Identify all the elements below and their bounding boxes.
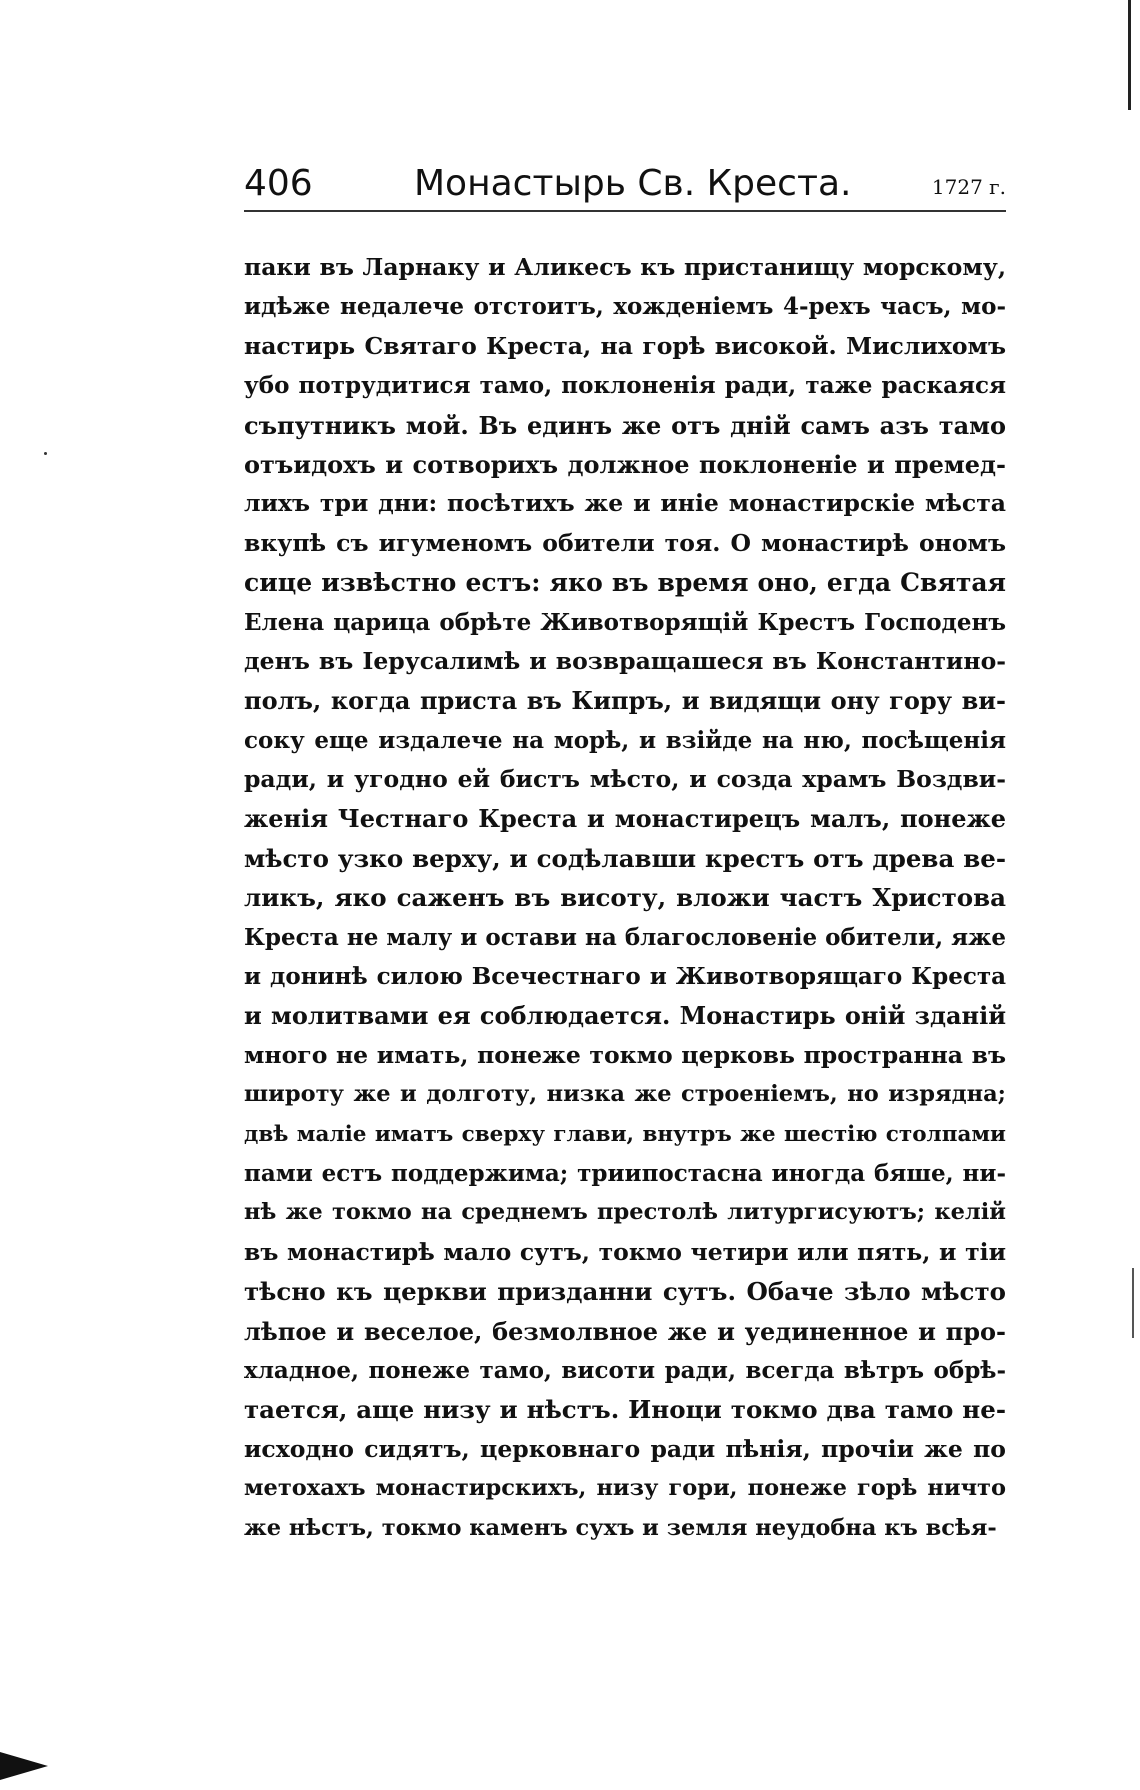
scan-edge-line (1132, 1268, 1134, 1338)
text-line: идѣже недалече отстоитъ, хожденіемъ 4-рехъ часъ, мо- (244, 293, 1006, 321)
text-line: женія Честнаго Креста и монастирецъ малъ, понеже (244, 804, 1006, 834)
text-line: и донинѣ силою Всечестнаго и Животворящаго Креста (244, 963, 1006, 991)
text-line: же нѣстъ, токмо каменъ сухъ и земля неудобна къ всѣя- (244, 1514, 997, 1541)
page-number: 406 (244, 163, 313, 204)
body-text (244, 248, 1006, 1548)
header-rule (244, 210, 1006, 212)
text-line: Креста не малу и остави на благословеніе обители, яже (244, 923, 1006, 951)
text-line: лихъ три дни: посѣтихъ же и иніе монастирскіе мѣста (244, 489, 1006, 518)
text-line: хладное, понеже тамо, висоти ради, всегда вѣтръ обрѣ- (244, 1356, 1006, 1384)
text-line: широту же и долготу, низка же строеніемъ, но изрядна; (244, 1081, 1006, 1108)
text-line: тѣсно къ церкви призданни сутъ. Обаче зѣло мѣсто (244, 1277, 1006, 1307)
text-line: полъ, когда приста въ Кипръ, и видящи ону гору ви- (244, 686, 1006, 716)
text-line: денъ въ Іерусалимѣ и возвращашеся въ Константино- (244, 646, 1006, 675)
page-year: 1727 г. (931, 175, 1006, 199)
text-line: Елена царица обрѣте Животворящій Крестъ Господенъ (244, 608, 1006, 636)
text-line: въ монастирѣ мало сутъ, токмо четири или пять, и тіи (244, 1237, 1006, 1266)
text-line: тается, аще низу и нѣстъ. Иноци токмо два тамо не- (244, 1395, 1006, 1425)
scan-edge-line (1128, 0, 1131, 110)
text-line: ради, и угодно ей бистъ мѣсто, и созда храмъ Воздви- (244, 765, 1006, 794)
text-line: исходно сидятъ, церковнаго ради пѣнія, прочіи же по (244, 1434, 1006, 1463)
text-line: и молитвами ея соблюдается. Монастирь оній зданій (244, 1001, 1006, 1031)
text-line: вкупѣ съ игуменомъ обители тоя. О монастирѣ ономъ (244, 528, 1006, 557)
text-line: пами естъ поддержима; триипостасна иногда бяше, ни- (244, 1159, 1006, 1187)
page-corner-arrow-icon (0, 1752, 48, 1780)
text-line: отъидохъ и сотворихъ должное поклоненіе и премед- (244, 449, 1006, 479)
text-line: двѣ маліе иматъ сверху глави, внутръ же шестію столпами (244, 1121, 1006, 1147)
running-head (244, 162, 1006, 212)
text-line: паки въ Ларнаку и Аликесъ къ пристанищу морскому, (244, 253, 1006, 281)
page-title: Монастырь Св. Креста. (414, 163, 852, 204)
text-line: ликъ, яко саженъ въ висоту, вложи частъ Христова (244, 883, 1006, 913)
text-line: съпутникъ мой. Въ единъ же отъ дній самъ азъ тамо (244, 410, 1006, 440)
text-line: нѣ же токмо на среднемъ престолѣ литургисуютъ; келій (244, 1199, 1006, 1226)
text-line: сице извѣстно естъ: яко въ время оно, егда Святая (244, 568, 1006, 598)
text-line: мѣсто узко верху, и содѣлавши крестъ отъ древа ве- (244, 843, 1006, 873)
text-line: соку еще издалече на морѣ, и взійде на ню, посѣщенія (244, 726, 1006, 754)
text-line: убо потрудитися тамо, поклоненія ради, таже раскаяся (244, 372, 1006, 400)
scan-speck (44, 452, 47, 455)
text-line: метохахъ монастирскихъ, низу гори, понеже горѣ ничто (244, 1475, 1006, 1502)
text-line: лѣпое и веселое, безмолвное же и уединенное и про- (244, 1316, 1006, 1346)
text-line: много не имать, понеже токмо церковь пространна въ (244, 1040, 1006, 1069)
text-line: настирь Святаго Креста, на горѣ високой. Мислихомъ (244, 331, 1006, 360)
